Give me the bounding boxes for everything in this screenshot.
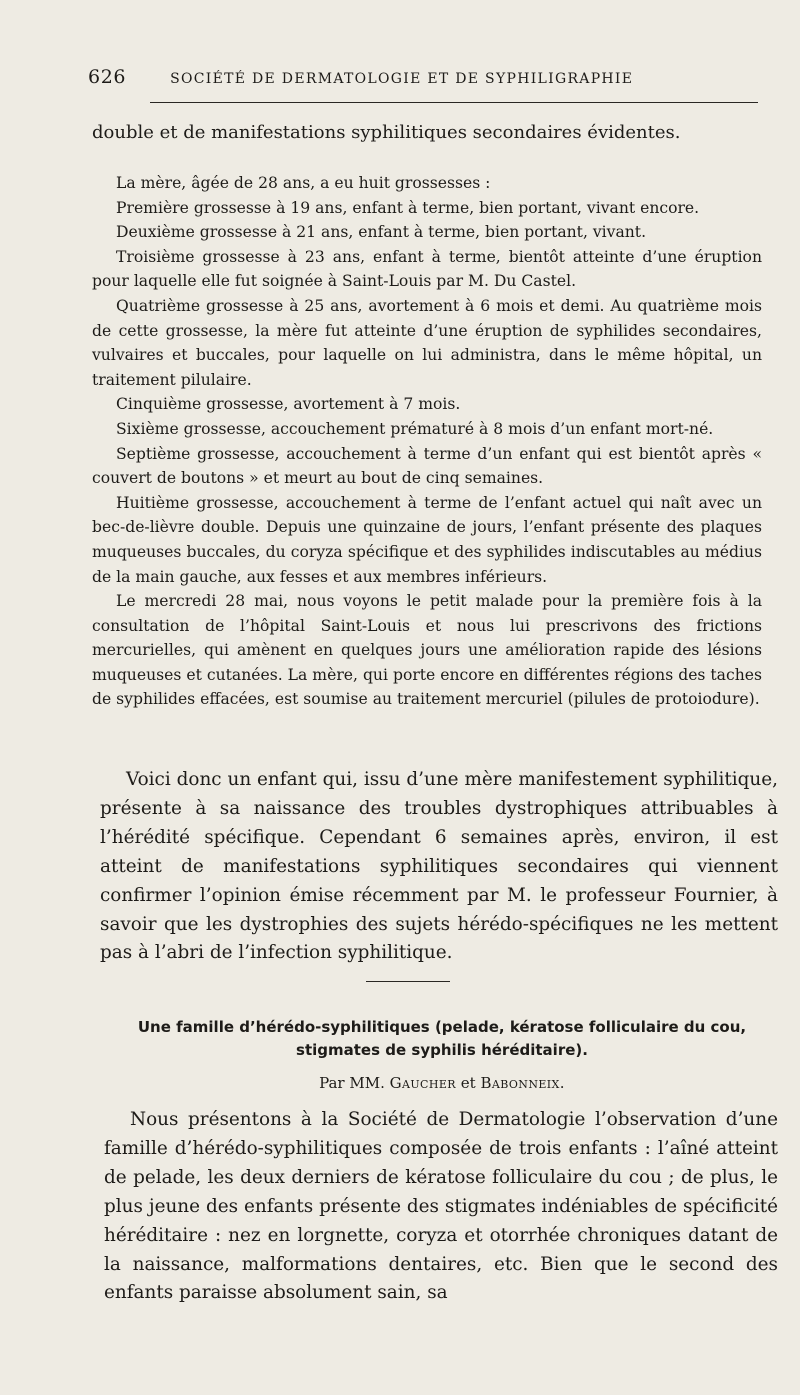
page-header bbox=[88, 66, 758, 88]
author-gaucher: Gaucher bbox=[389, 1074, 456, 1092]
history-intro: La mère, âgée de 28 ans, a eu huit grossesses : bbox=[116, 174, 491, 192]
history-item: Deuxième grossesse à 21 ans, enfant à terme, bien portant, vivant. bbox=[116, 223, 647, 242]
history-item: Quatrième grossesse à 25 ans, avortement à 6 mois et demi. Au quatrième mois de cette grossesse, la mère fut atteinte d’une éruption de syphilides secondaires, vulvaires et buccales, pour laquelle on lui administra, dans le même hôpital, un traitement pilulaire. bbox=[92, 296, 762, 389]
history-item: Cinquième grossesse, avortement à 7 mois. bbox=[116, 395, 461, 414]
history-item: Première grossesse à 19 ans, enfant à terme, bien portant, vivant encore. bbox=[116, 198, 700, 217]
page-number: 626 bbox=[88, 66, 127, 88]
history-item: Le mercredi 28 mai, nous voyons le petit malade pour la première fois à la consultation de l’hôpital Saint-Louis et nous lui prescrivons des frictions mercurielles, qui amènent en quelques jours une amélioration rapide des lésions muqueuses et cutanées. La mère, qui porte encore en différentes régions des taches de syphilides effacées, est soumise au traitement mercuriel (pilules de protoiodure). bbox=[92, 592, 762, 709]
header-rule bbox=[150, 102, 758, 103]
history-item: Septième grossesse, accouchement à terme d’un enfant qui est bientôt après « couvert de boutons » et meurt au bout de cinq semaines. bbox=[92, 444, 762, 488]
article-title: Une famille d’hérédo-syphilitiques (pelade, kératose folliculaire du cou, stigmates de syphilis héréditaire). bbox=[137, 1018, 747, 1059]
section-divider bbox=[366, 981, 450, 982]
pregnancy-history bbox=[92, 171, 762, 712]
article-opening-text: Nous présentons à la Société de Dermatologie l’observation d’une famille d’hérédo-syphilitiques composée de trois enfants : l’aîné atteint de pelade, les deux derniers de kératose folliculaire du cou ; de plus, le plus jeune des enfants présente des stigmates indéniables de spécificité héréditaire : nez en lorgnette, coryza et otorrhée chroniques datant de la naissance, malformations dentaires, etc. Bien que le second des enfants paraisse absolument sain, sa bbox=[104, 1109, 778, 1304]
running-title: SOCIÉTÉ DE DERMATOLOGIE ET DE SYPHILIGRAPHIE bbox=[170, 71, 634, 87]
history-item: Troisième grossesse à 23 ans, enfant à terme, bientôt atteinte d’une éruption pour laquelle elle fut soignée à Saint-Louis par M. Du Castel. bbox=[92, 247, 762, 291]
conclusion-paragraph bbox=[100, 766, 778, 968]
article-opening bbox=[104, 1106, 778, 1308]
continuation-line: double et de manifestations syphilitiques secondaires évidentes. bbox=[92, 122, 681, 143]
author-babonneix: Babonneix. bbox=[480, 1074, 565, 1092]
history-item: Huitième grossesse, accouchement à terme de l’enfant actuel qui naît avec un bec-de-lièvre double. Depuis une quinzaine de jours, l’enfant présente des plaques muqueuses buccales, du coryza spécifique et des syphilides indiscutables au médius de la main gauche, aux fesses et aux membres inférieurs. bbox=[92, 493, 762, 586]
authors-and: et bbox=[460, 1074, 476, 1092]
conclusion-text: Voici donc un enfant qui, issu d’une mère manifestement syphilitique, présente à sa naissance des troubles dystrophiques attribuables à l’hérédité spécifique. Cependant 6 semaines après, environ, il est atteint de manifestations syphilitiques secondaires qui viennent confirmer l’opinion émise récemment par M. le professeur Fournier, à savoir que les dystrophies des sujets hérédo-spécifiques ne les mettent pas à l’abri de l’infection syphilitique. bbox=[100, 769, 778, 964]
article-authors bbox=[102, 1074, 782, 1092]
history-item: Sixième grossesse, accouchement prématuré à 8 mois d’un enfant mort-né. bbox=[116, 419, 714, 438]
authors-prefix: Par MM. bbox=[319, 1074, 385, 1092]
